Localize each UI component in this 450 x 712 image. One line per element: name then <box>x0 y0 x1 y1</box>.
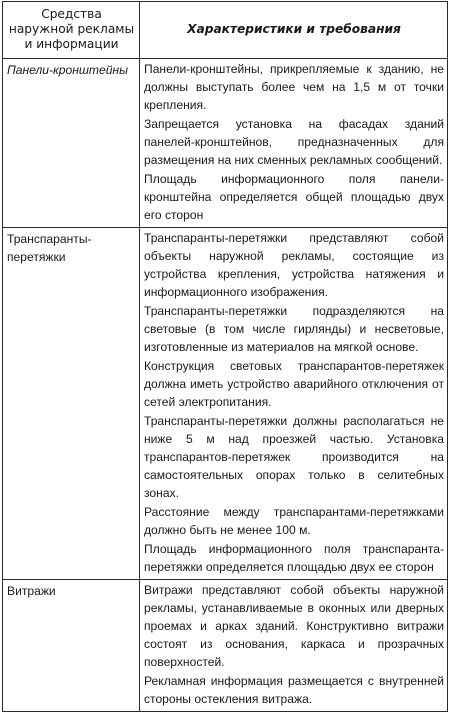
header-row <box>3 2 448 59</box>
row-desc-stained-glass <box>140 580 448 712</box>
paragraph: Транспаранты-перетяжки представляют собой объекты наружной рекламы, состоящие из устройства крепления, устройства натяжения и информационного изображения. <box>144 231 444 299</box>
table-row <box>3 228 448 580</box>
paragraph: Рекламная информация размещается с внутренней стороны остекления витража. <box>144 674 444 706</box>
paragraph: Витражи представляют собой объекты наружной рекламы, устанавливаемые в оконных или дверных проемах и арках зданий. Конструктивно витражи состоят из основания, каркаса и прозрачных поверхностей. <box>144 583 444 669</box>
row-name-panels: Панели-кронштейны <box>3 59 140 228</box>
header-cell-characteristics: Характеристики и требования <box>140 2 448 59</box>
table-row <box>3 580 448 712</box>
header-cell-means: Средства наружной рекламы и информации <box>3 2 140 59</box>
row-desc-panels <box>140 59 448 228</box>
paragraph: Транспаранты-перетяжки подразделяются на световые (в том числе гирлянды) и несветовые, изготовленные из материалов на мягкой основе. <box>144 304 444 354</box>
row-name-stained-glass: Витражи <box>3 580 140 712</box>
paragraph: Запрещается установка на фасадах зданий панелей-кронштейнов, предназначенных для размещения на них сменных рекламных сообщений. <box>144 117 444 167</box>
row-name-banners: Транспаранты-перетяжки <box>3 228 140 580</box>
paragraph: Расстояние между транспарантами-перетяжками должно быть не менее 100 м. <box>144 505 444 537</box>
paragraph: Панели-кронштейны, прикрепляемые к зданию, не должны выступать более чем на 1,5 м от точки крепления. <box>144 62 444 112</box>
paragraph: Площадь информационного поля панели-кронштейна определяется общей площадью двух его сторон <box>144 172 444 222</box>
paragraph: Транспаранты-перетяжки должны располагаться не ниже 5 м над проезжей частью. Установка транспарантов-перетяжек производится на самостоятельных опорах только в селитебных зонах. <box>144 414 444 500</box>
row-desc-banners <box>140 228 448 580</box>
paragraph: Конструкция световых транспарантов-перетяжек должна иметь устройство аварийного отключения от сетей электропитания. <box>144 359 444 409</box>
table-row <box>3 59 448 228</box>
paragraph: Площадь информационного поля транспаранта-перетяжки определяется площадью двух ее сторон <box>144 542 444 574</box>
requirements-table <box>2 1 448 712</box>
